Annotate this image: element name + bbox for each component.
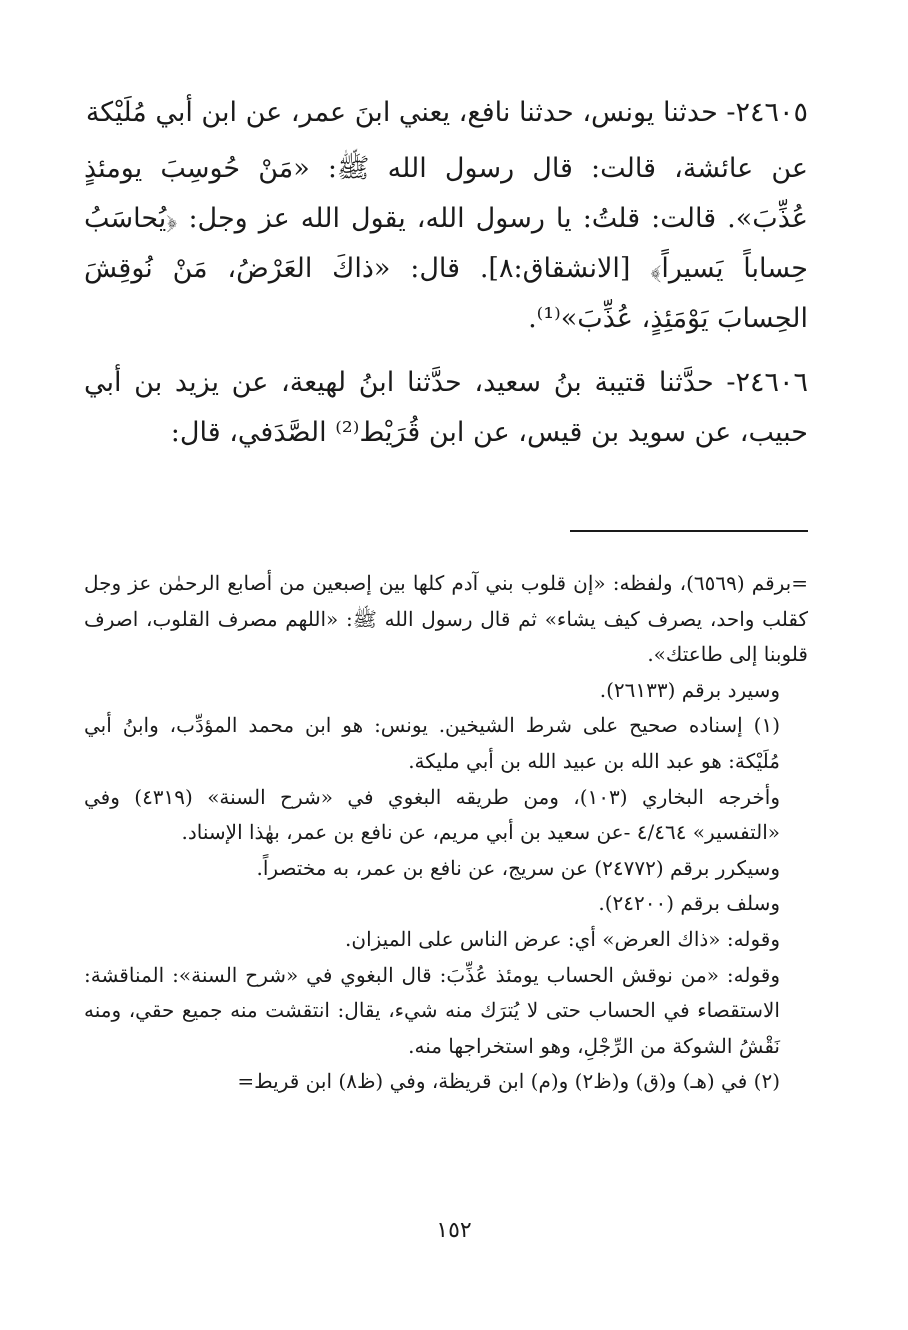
footnote-line: وأخرجه البخاري (١٠٣)، ومن طريقه البغوي في «شرح السنة» (٤٣١٩) وفي «التفسير» ٤/٤٦٤ -عن سعيد بن أبي مريم، عن نافع بن عمر، بهٰذا الإسناد.	[84, 784, 781, 845]
footnotes	[84, 566, 808, 1100]
footnote-line: وسيرد برقم (٢٦١٣٣).	[599, 677, 780, 702]
hadith-24605-matn: عن عائشة، قالت: قال رسول الله ﷺ: «مَنْ حُوسِبَ يومئذٍ عُذِّبَ». قالت: قلتُ: يا رسول الله، يقول الله عز وجل: ﴿يُحاسَبُ حِساباً يَسيراً﴾ [الانشقاق:٨]. قال: «ذاكَ العَرْضُ، مَنْ نُوقِشَ الحِسابَ يَوْمَئِذٍ، عُذِّبَ»⁽¹⁾.	[84, 153, 808, 334]
footnote-line: وقوله: «ذاك العرض» أي: عرض الناس على الميزان.	[345, 926, 780, 951]
footnote-continued: =برقم (٦٥٦٩)، ولفظه: «إن قلوب بني آدم كلها بين إصبعين من أصابع الرحمٰن عز وجل كقلب واحد، يصرف كيف يشاء» ثم قال رسول الله ﷺ: «اللهم مصرف القلوب، اصرف قلوبنا إلى طاعتك».	[84, 571, 809, 667]
footnote-1: (١) إسناده صحيح على شرط الشيخين. يونس: هو ابن محمد المؤدِّب، وابنُ أبي مُلَيْكة: هو عبد الله بن عبيد الله بن أبي مليكة.	[84, 713, 780, 773]
main-text	[84, 88, 808, 458]
footnote-line: وسيكرر برقم (٢٤٧٧٢) عن سريج، عن نافع بن عمر، به مختصراً.	[256, 855, 780, 880]
footnote-line: وسلف برقم (٢٤٢٠٠).	[598, 891, 780, 916]
hadith-24606: ٢٤٦٠٦- حدَّثنا قتيبة بنُ سعيد، حدَّثنا ابنُ لهيعة، عن يزيد بن أبي حبيب، عن سويد بن قيس، عن ابن قُرَيْط⁽²⁾ الصَّدَفي، قال:	[84, 367, 808, 448]
footnote-line: وقوله: «من نوقش الحساب يومئذ عُذِّبَ: قال البغوي في «شرح السنة»: المناقشة: الاستقصاء في الحساب حتى لا يُترَك منه شيء، يقال: انتقشت منه جميع حقي، ومنه نَقْشُ الشوكة من الرِّجْلِ، وهو استخراجها منه.	[84, 962, 780, 1058]
hadith-24605-isnad: ٢٤٦٠٥- حدثنا يونس، حدثنا نافع، يعني ابنَ عمر، عن ابن أبي مُلَيْكة	[85, 97, 808, 128]
footnote-2: (٢) في (هـ) و(ق) و(ظ٢) و(م) ابن قريظة، وفي (ظ٨) ابن قريط=	[237, 1069, 780, 1094]
footnote-divider	[570, 530, 808, 532]
page-number: ١٥٢	[436, 1218, 472, 1243]
